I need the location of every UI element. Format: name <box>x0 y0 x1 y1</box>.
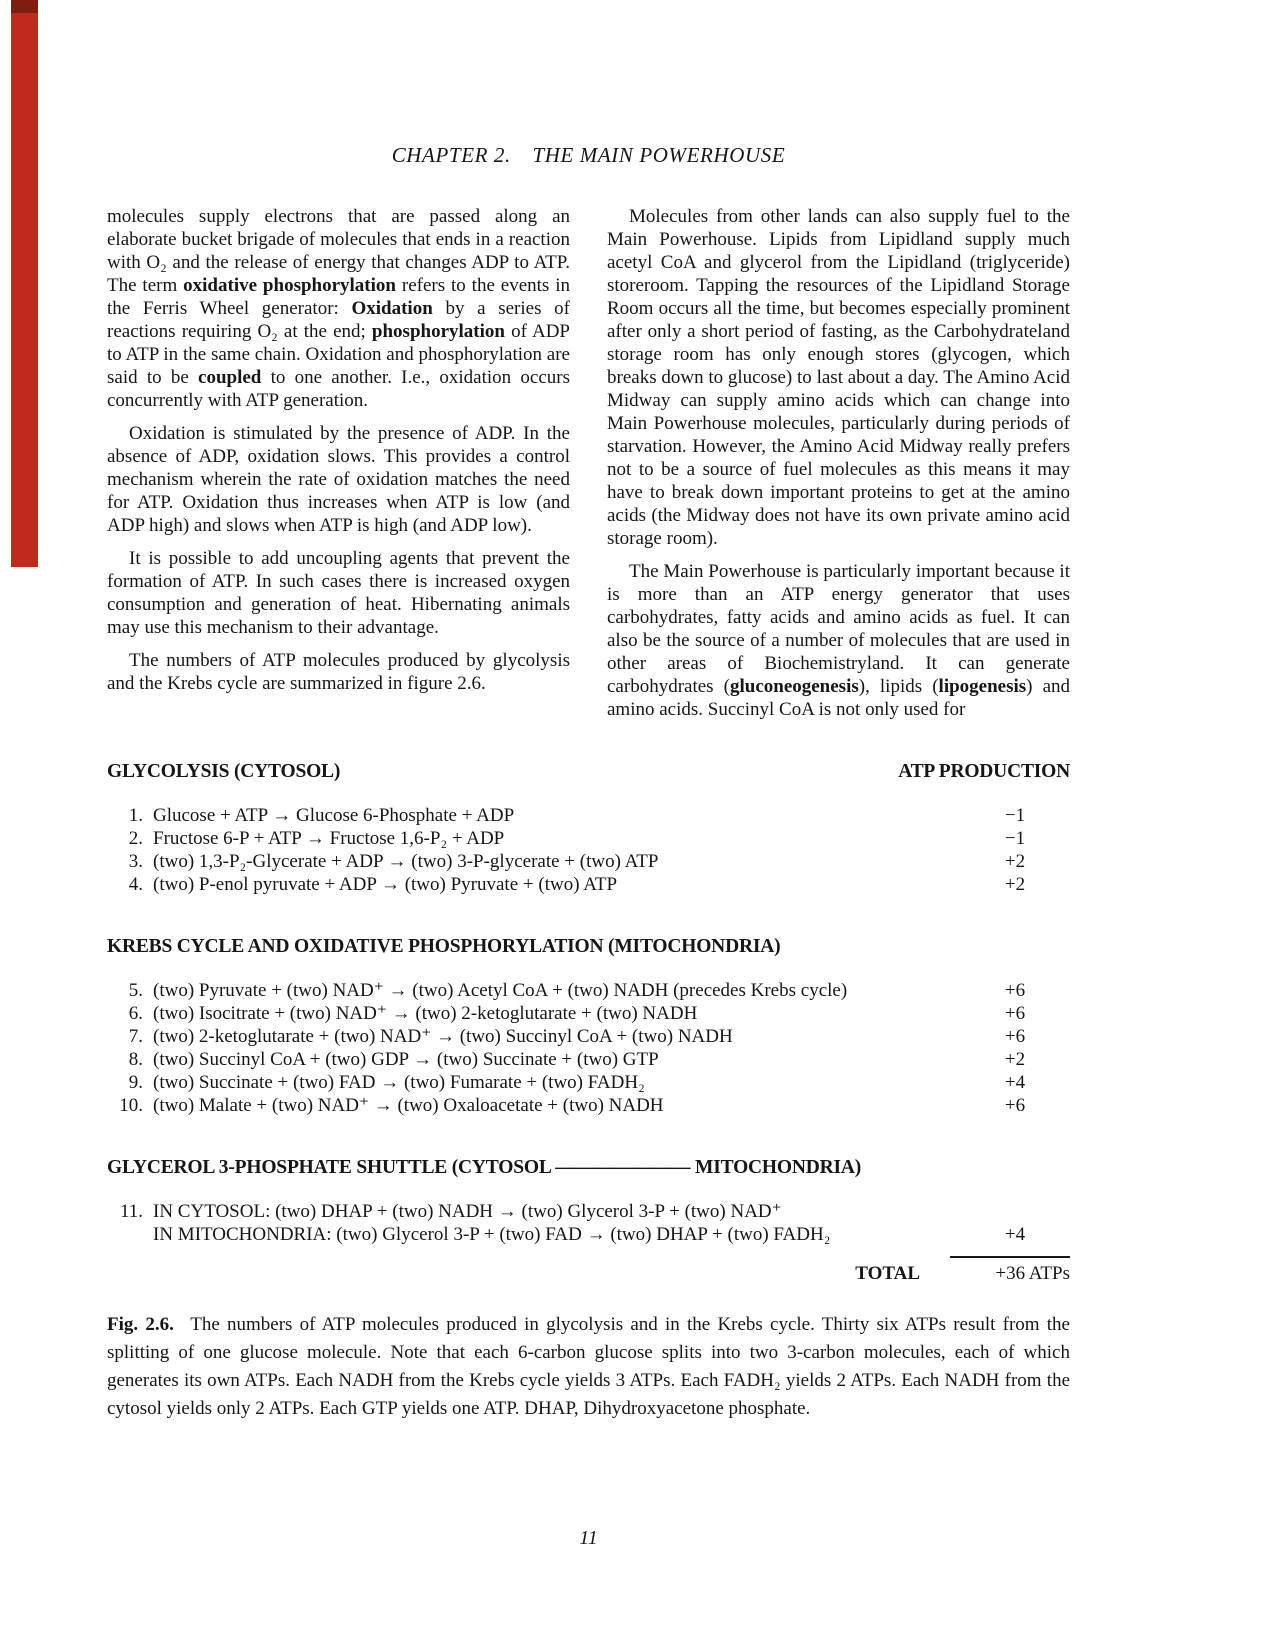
reaction-number: 6. <box>128 1003 143 1024</box>
paragraph: The numbers of ATP molecules produced by glycolysis and the Krebs cycle are summarized in figure 2.6. <box>107 650 570 694</box>
chapter-running-header: CHAPTER 2. THE MAIN POWERHOUSE <box>391 143 786 167</box>
reaction-number: 7. <box>128 1026 143 1047</box>
reaction-row <box>107 873 1070 896</box>
reaction-row <box>107 979 1070 1002</box>
paragraph: The Main Powerhouse is particularly important because it is more than an ATP energy generator that uses carbohydrates, fatty acids and amino acids as fuel. It can also be the source of a number of molecules that are used in other areas of Biochemistryland. It can generate carbohydrates (gluconeogenesis), lipids (lipogenesis) and amino acids. Succinyl CoA is not only used for <box>607 561 1071 720</box>
total-row <box>107 1263 1070 1285</box>
atp-production-header: ATP PRODUCTION <box>898 761 1070 782</box>
reaction-row <box>107 1223 1070 1246</box>
reaction-number: 5. <box>128 980 143 1001</box>
red-book-edge-stripe <box>11 0 38 567</box>
krebs-rows <box>107 979 1070 1117</box>
atp-value: +2 <box>1004 1049 1026 1070</box>
paragraph: molecules supply electrons that are passed along an elaborate bucket brigade of molecules that ends in a reaction with O₂ and the release of energy that changes ADP to ATP. The term oxidative phosphorylation refers to the events in the Ferris Wheel generator: Oxidation by a series of reactions requiring O₂ at the end; phosphorylation of ADP to ATP in the same chain. Oxidation and phosphorylation are said to be coupled to one another. I.e., oxidation occurs concurrently with ATP generation. <box>107 206 570 411</box>
reaction-equation: (two) 1,3-P₂-Glycerate + ADP → (two) 3-P-glycerate + (two) ATP <box>153 851 659 872</box>
atp-value: +6 <box>1004 1095 1026 1116</box>
total-divider-line <box>950 1256 1070 1258</box>
reaction-row <box>107 1002 1070 1025</box>
paragraph: Molecules from other lands can also supply fuel to the Main Powerhouse. Lipids from Lipidland supply much acetyl CoA and glycerol from the Lipidland (triglyceride) storeroom. Tapping the resources of the Lipidland Storage Room occurs all the time, but becomes especially prominent after only a short period of fasting, as the Carbohydrateland storage room has only enough stores (glycogen, which breaks down to glucose) to last about a day. The Amino Acid Midway can supply amino acids which can change into Main Powerhouse molecules, particularly during periods of starvation. However, the Amino Acid Midway really prefers not to be a source of fuel molecules as this means it may have to break down important proteins to get at the amino acids (the Midway does not have its own private amino acid storage room). <box>607 206 1070 549</box>
atp-value: +4 <box>1004 1072 1026 1093</box>
reaction-equation: (two) Succinyl CoA + (two) GDP → (two) Succinate + (two) GTP <box>153 1049 659 1070</box>
reaction-equation: IN MITOCHONDRIA: (two) Glycerol 3-P + (two) FAD → (two) DHAP + (two) FADH₂ <box>153 1224 831 1245</box>
body-columns <box>107 205 1070 721</box>
reaction-equation: Fructose 6-P + ATP → Fructose 1,6-P₂ + ADP <box>153 828 505 849</box>
paragraph: Oxidation is stimulated by the presence of ADP. In the absence of ADP, oxidation slows. This provides a control mechanism wherein the rate of oxidation matches the need for ATP. Oxidation thus increases when ATP is low (and ADP high) and slows when ATP is high (and ADP low). <box>107 423 570 536</box>
reaction-equation: Glucose + ATP → Glucose 6-Phosphate + ADP <box>153 805 515 826</box>
reaction-number: 11. <box>119 1201 143 1222</box>
glycolysis-header-row <box>107 761 1070 783</box>
reaction-row <box>107 1048 1070 1071</box>
right-column <box>607 205 1070 721</box>
reaction-row <box>107 1071 1070 1094</box>
reaction-number: 8. <box>128 1049 143 1070</box>
krebs-title: KREBS CYCLE AND OXIDATIVE PHOSPHORYLATION (MITOCHONDRIA) <box>107 936 781 957</box>
reaction-equation: (two) 2-ketoglutarate + (two) NAD⁺ → (two) Succinyl CoA + (two) NADH <box>153 1026 733 1047</box>
reaction-number: 3. <box>128 851 143 872</box>
reaction-number: 2. <box>128 828 143 849</box>
reaction-row <box>107 827 1070 850</box>
total-label: TOTAL <box>855 1263 920 1284</box>
shuttle-title: GLYCEROL 3-PHOSPHATE SHUTTLE (CYTOSOL ——————— MITOCHONDRIA) <box>107 1157 862 1178</box>
glycolysis-title: GLYCOLYSIS (CYTOSOL) <box>107 761 341 782</box>
page-number: 11 <box>579 1527 598 1549</box>
atp-value <box>960 1200 1070 1223</box>
page-content <box>107 143 1070 1423</box>
atp-value: +4 <box>1004 1224 1026 1245</box>
atp-value: +6 <box>1004 1026 1026 1047</box>
reaction-number <box>107 1223 153 1246</box>
total-value: +36 ATPs <box>995 1263 1070 1284</box>
reaction-row <box>107 1200 1070 1223</box>
reaction-number: 10. <box>119 1095 143 1116</box>
figure-caption: Fig. 2.6. The numbers of ATP molecules produced in glycolysis and in the Krebs cycle. Thirty six ATPs result from the splitting of one glucose molecule. Note that each 6-carbon glucose splits into two 3-carbon molecules, each of which generates its own ATPs. Each NADH from the Krebs cycle yields 3 ATPs. Each FADH₂ yields 2 ATPs. Each NADH from the cytosol yields only 2 ATPs. Each GTP yields one ATP. DHAP, Dihydroxyacetone phosphate. <box>107 1314 1070 1419</box>
atp-value: +2 <box>1004 851 1026 872</box>
atp-value: +6 <box>1004 980 1026 1001</box>
figure-2-6-table <box>107 761 1070 1423</box>
reaction-equation: IN CYTOSOL: (two) DHAP + (two) NADH → (two) Glycerol 3-P + (two) NAD⁺ <box>153 1201 782 1222</box>
reaction-row <box>107 1025 1070 1048</box>
reaction-equation: (two) Pyruvate + (two) NAD⁺ → (two) Acetyl CoA + (two) NADH (precedes Krebs cycle) <box>153 980 848 1001</box>
reaction-row <box>107 804 1070 827</box>
reaction-number: 4. <box>128 874 143 895</box>
glycolysis-rows <box>107 804 1070 896</box>
reaction-row <box>107 850 1070 873</box>
paragraph: It is possible to add uncoupling agents that prevent the formation of ATP. In such cases there is increased oxygen consumption and generation of heat. Hibernating animals may use this mechanism to their advantage. <box>107 548 570 638</box>
reaction-row <box>107 1094 1070 1117</box>
reaction-number: 9. <box>128 1072 143 1093</box>
left-column <box>107 205 570 721</box>
shuttle-rows <box>107 1200 1070 1246</box>
reaction-equation: (two) P-enol pyruvate + ADP → (two) Pyruvate + (two) ATP <box>153 874 618 895</box>
reaction-equation: (two) Malate + (two) NAD⁺ → (two) Oxaloacetate + (two) NADH <box>153 1095 664 1116</box>
atp-value: −1 <box>1004 828 1026 849</box>
atp-value: −1 <box>1004 805 1026 826</box>
reaction-equation: (two) Succinate + (two) FAD → (two) Fumarate + (two) FADH₂ <box>153 1072 645 1093</box>
atp-value: +2 <box>1004 874 1026 895</box>
atp-value: +6 <box>1004 1003 1026 1024</box>
reaction-number: 1. <box>128 805 143 826</box>
reaction-equation: (two) Isocitrate + (two) NAD⁺ → (two) 2-ketoglutarate + (two) NADH <box>153 1003 698 1024</box>
